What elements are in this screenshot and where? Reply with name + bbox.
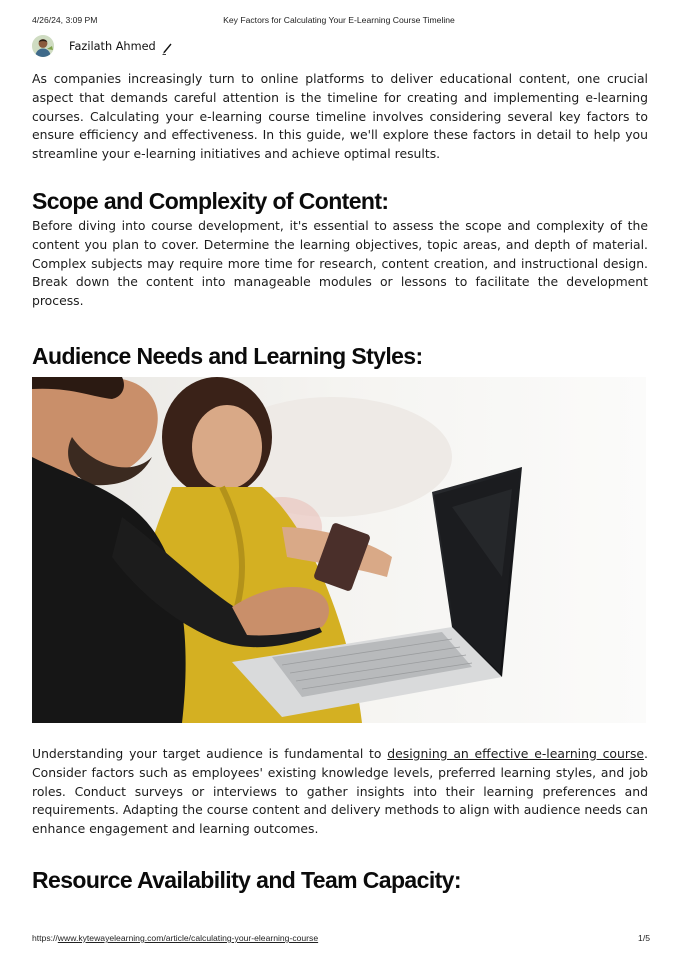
print-footer [32,933,650,945]
section-audience-body [32,745,648,839]
paragraph-text-end: . Consider factors such as employees' existing knowledge levels, preferred learning styles, and job roles. Conduct surveys or interviews to gather insights into their learning preferences and requirements. Adapting the course content and delivery methods to align with audience needs can enhance engagement and learning outcomes. [32,746,648,837]
url-prefix: https:// [32,933,58,943]
article-photo [32,377,646,723]
section-heading: Resource Availability and Team Capacity: [32,867,461,893]
paragraph-text-start: Understanding your target audience is fundamental to [32,746,388,761]
author-byline [32,35,172,57]
section-scope-body [32,217,648,311]
intro-block [32,70,648,164]
page-number: 1/5 [638,933,650,943]
section-paragraph: Before diving into course development, it's essential to assess the scope and complexity of the content you plan to cover. Determine the learning objectives, topic areas, and depth of material. Complex subjects may require more time for research, content creation, and instructional design. Break down the content into manageable modules or lessons to facilitate the development process. [32,218,648,309]
section-resources [32,866,648,894]
author-name[interactable]: Fazilath Ahmed [69,39,156,53]
url-link[interactable]: www.kytewayelearning.com/article/calculating-your-elearning-course [57,933,319,943]
intro-paragraph: As companies increasingly turn to online platforms to deliver educational content, one crucial aspect that demands careful attention is the timeline for creating and implementing e-learning courses. Calculating your e-learning course timeline involves considering several key factors to ensure efficiency and effectiveness. In this guide, we'll explore these factors in detail to help you streamline your e-learning initiatives and achieve optimal results. [32,71,648,162]
author-avatar[interactable] [32,35,54,57]
section-heading: Audience Needs and Learning Styles: [32,343,423,369]
section-heading: Scope and Complexity of Content: [32,188,389,214]
section-scope [32,187,648,215]
print-header [32,15,646,27]
section-paragraph [32,745,648,839]
section-audience [32,342,648,370]
designing-course-link[interactable]: designing an effective e-learning course [387,746,645,761]
print-page-title: Key Factors for Calculating Your E-Learning Course Timeline [223,15,455,25]
print-datetime: 4/26/24, 3:09 PM [32,15,98,25]
pen-icon [162,40,172,52]
page-url[interactable] [32,933,318,943]
